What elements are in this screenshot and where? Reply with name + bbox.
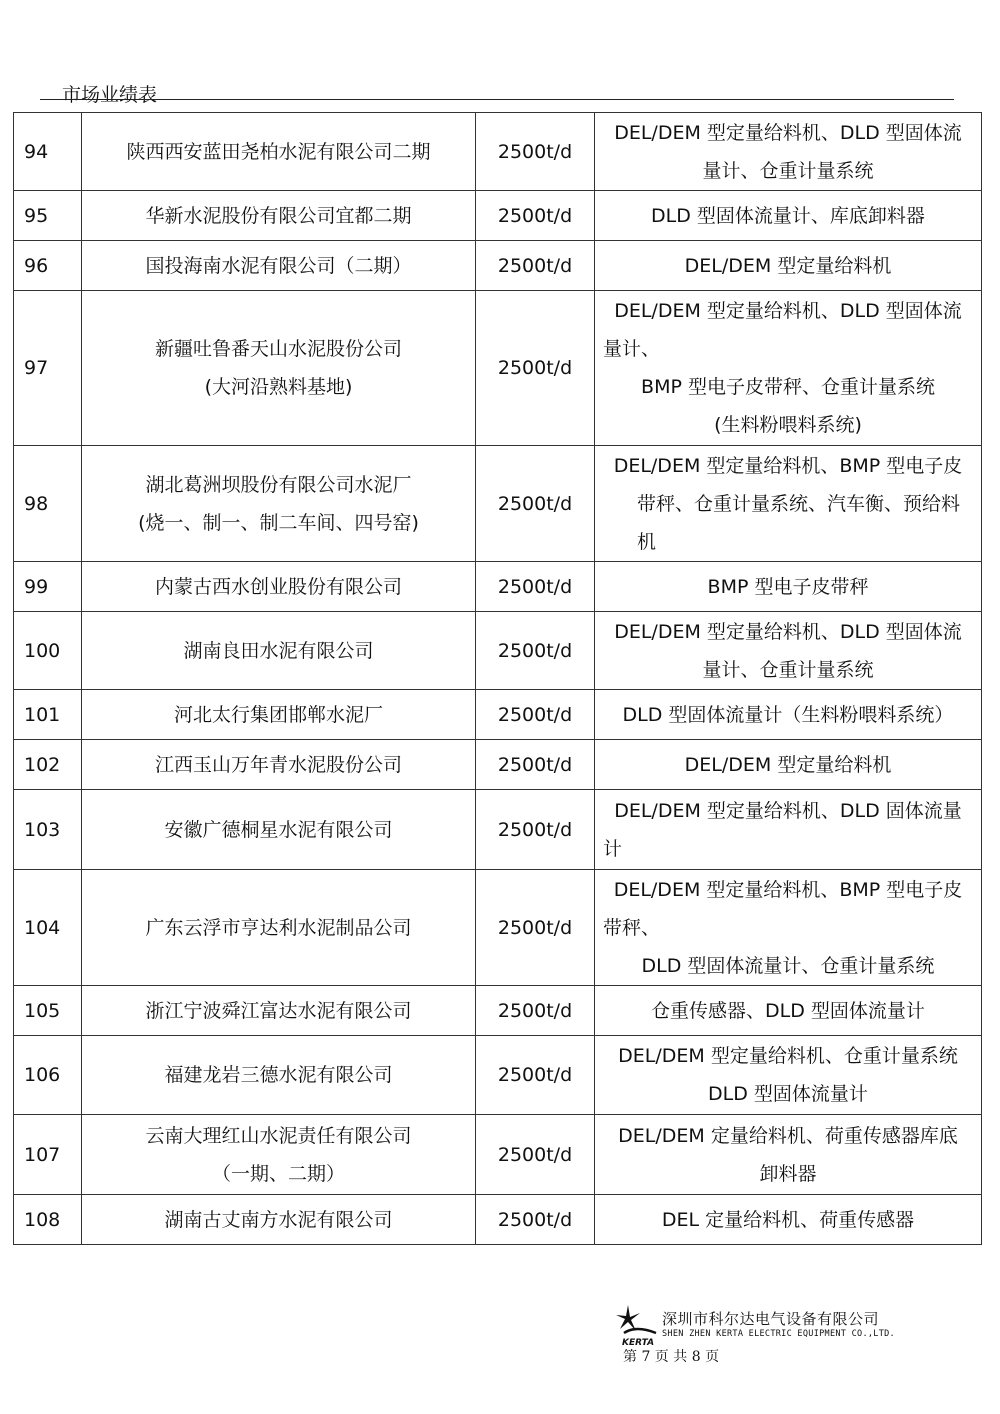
footer-company-cn: 深圳市科尔达电气设备有限公司 xyxy=(662,1310,880,1328)
company-cell xyxy=(82,1195,476,1245)
capacity-cell: 2500t/d xyxy=(476,113,595,191)
table-row xyxy=(14,1036,982,1115)
capacity-cell: 2500t/d xyxy=(476,1115,595,1195)
row-number: 97 xyxy=(14,291,82,446)
equipment-cell xyxy=(595,1115,982,1195)
equipment-line: DEL/DEM 型定量给料机、BMP 型电子皮 xyxy=(613,878,963,901)
equipment-cell xyxy=(595,562,982,612)
company-name-line: 江西玉山万年青水泥股份公司 xyxy=(154,753,402,776)
equipment-line: 仓重传感器、DLD 型固体流量计 xyxy=(651,999,925,1022)
company-cell xyxy=(82,740,476,790)
company-name-line: （一期、二期） xyxy=(211,1162,345,1185)
capacity-cell: 2500t/d xyxy=(476,1195,595,1245)
company-cell xyxy=(82,191,476,241)
equipment-line: DEL/DEM 型定量给料机、DLD 型固体流 xyxy=(614,620,962,643)
table-body xyxy=(14,113,982,1245)
footer-company-en: SHEN ZHEN KERTA ELECTRIC EQUIPMENT CO.,LTD. xyxy=(662,1329,895,1339)
equipment-cell xyxy=(595,1195,982,1245)
equipment-line: DEL/DEM 定量给料机、荷重传感器库底 xyxy=(618,1124,958,1147)
table-row xyxy=(14,870,982,986)
table-row xyxy=(14,446,982,562)
capacity-cell: 2500t/d xyxy=(476,740,595,790)
equipment-cell xyxy=(595,740,982,790)
row-number: 108 xyxy=(14,1195,82,1245)
equipment-cell xyxy=(595,986,982,1036)
capacity-cell: 2500t/d xyxy=(476,612,595,690)
row-number: 95 xyxy=(14,191,82,241)
equipment-cell xyxy=(595,612,982,690)
company-cell xyxy=(82,291,476,446)
row-number: 100 xyxy=(14,612,82,690)
table-row xyxy=(14,986,982,1036)
company-name-line: 新疆吐鲁番天山水泥股份公司 xyxy=(154,338,402,360)
capacity-cell: 2500t/d xyxy=(476,790,595,870)
company-name-line: 陕西西安蓝田尧柏水泥有限公司二期 xyxy=(126,140,431,163)
capacity-cell: 2500t/d xyxy=(476,446,595,562)
table-row xyxy=(14,241,982,291)
equipment-line: DEL/DEM 型定量给料机、DLD 型固体流 xyxy=(614,300,962,322)
row-number: 105 xyxy=(14,986,82,1036)
table-row xyxy=(14,113,982,191)
equipment-line: BMP 型电子皮带秤、仓重计量系统 xyxy=(641,376,935,398)
company-name-line: (烧一、制一、制二车间、四号窑) xyxy=(138,511,419,534)
equipment-line: DEL 定量给料机、荷重传感器 xyxy=(661,1208,915,1231)
performance-table xyxy=(13,112,982,1245)
table-row xyxy=(14,191,982,241)
equipment-line: 量计、仓重计量系统 xyxy=(702,658,874,681)
company-name-line: 华新水泥股份有限公司宜都二期 xyxy=(145,204,412,227)
row-number: 94 xyxy=(14,113,82,191)
table-row xyxy=(14,1195,982,1245)
company-cell xyxy=(82,612,476,690)
capacity-cell: 2500t/d xyxy=(476,291,595,446)
company-cell xyxy=(82,113,476,191)
company-cell xyxy=(82,562,476,612)
equipment-cell xyxy=(595,1036,982,1115)
table-row xyxy=(14,562,982,612)
row-number: 96 xyxy=(14,241,82,291)
logo-wordmark: KERTA xyxy=(622,1338,655,1348)
company-name-line: 国投海南水泥有限公司（二期） xyxy=(145,254,412,277)
equipment-line: 量计、 xyxy=(603,338,661,360)
capacity-cell: 2500t/d xyxy=(476,1036,595,1115)
company-cell xyxy=(82,241,476,291)
equipment-line: DLD 型固体流量计、仓重计量系统 xyxy=(641,954,935,977)
company-name-line: 云南大理红山水泥责任有限公司 xyxy=(145,1124,412,1147)
table-row xyxy=(14,740,982,790)
company-name-line: 湖南良田水泥有限公司 xyxy=(183,639,374,662)
equipment-cell xyxy=(595,241,982,291)
equipment-line: DEL/DEM 型定量给料机、DLD 固体流量 xyxy=(614,799,962,822)
company-name-line: 福建龙岩三德水泥有限公司 xyxy=(164,1064,393,1086)
company-cell xyxy=(82,870,476,986)
kerta-logo xyxy=(616,1303,658,1349)
company-name-line: 湖南古丈南方水泥有限公司 xyxy=(164,1208,393,1231)
page-number: 第 7 页 共 8 页 xyxy=(623,1349,720,1365)
equipment-line: BMP 型电子皮带秤 xyxy=(707,575,869,598)
company-name-line: 安徽广德桐星水泥有限公司 xyxy=(164,818,393,841)
company-name-line: 广东云浮市亨达利水泥制品公司 xyxy=(145,916,412,939)
company-cell xyxy=(82,790,476,870)
equipment-line: 卸料器 xyxy=(759,1162,817,1185)
table-row xyxy=(14,1115,982,1195)
row-number: 103 xyxy=(14,790,82,870)
table-row xyxy=(14,690,982,740)
equipment-line: DEL/DEM 型定量给料机 xyxy=(684,254,892,277)
equipment-line: DEL/DEM 型定量给料机、BMP 型电子皮 xyxy=(613,454,963,477)
company-cell xyxy=(82,690,476,740)
equipment-line: 量计、仓重计量系统 xyxy=(702,159,874,182)
equipment-line: 机 xyxy=(637,530,657,553)
company-name-line: 浙江宁波舜江富达水泥有限公司 xyxy=(145,999,412,1022)
page-header-title: 市场业绩表 xyxy=(62,84,158,106)
capacity-cell: 2500t/d xyxy=(476,562,595,612)
equipment-line: DEL/DEM 型定量给料机、仓重计量系统 xyxy=(618,1045,958,1067)
table-row xyxy=(14,612,982,690)
equipment-cell xyxy=(595,191,982,241)
equipment-line: (生料粉喂料系统) xyxy=(714,414,862,436)
equipment-line: DEL/DEM 型定量给料机、DLD 型固体流 xyxy=(614,121,962,144)
equipment-line: 带秤、 xyxy=(603,916,661,939)
capacity-cell: 2500t/d xyxy=(476,870,595,986)
row-number: 99 xyxy=(14,562,82,612)
row-number: 106 xyxy=(14,1036,82,1115)
row-number: 98 xyxy=(14,446,82,562)
equipment-line: 带秤、仓重计量系统、汽车衡、预给料 xyxy=(637,492,961,515)
table-row xyxy=(14,790,982,870)
row-number: 102 xyxy=(14,740,82,790)
capacity-cell: 2500t/d xyxy=(476,690,595,740)
company-cell xyxy=(82,446,476,562)
company-name-line: (大河沿熟料基地) xyxy=(204,376,353,398)
company-cell xyxy=(82,1115,476,1195)
capacity-cell: 2500t/d xyxy=(476,241,595,291)
company-cell xyxy=(82,1036,476,1115)
company-name-line: 湖北葛洲坝股份有限公司水泥厂 xyxy=(145,473,412,496)
equipment-line: DLD 型固体流量计（生料粉喂料系统） xyxy=(622,703,954,726)
equipment-line: DLD 型固体流量计 xyxy=(708,1083,868,1105)
company-name-line: 河北太行集团邯郸水泥厂 xyxy=(173,703,383,726)
row-number: 101 xyxy=(14,690,82,740)
capacity-cell: 2500t/d xyxy=(476,191,595,241)
header-rule xyxy=(40,99,954,100)
company-cell xyxy=(82,986,476,1036)
equipment-cell xyxy=(595,446,982,562)
equipment-cell xyxy=(595,291,982,446)
equipment-line: DEL/DEM 型定量给料机 xyxy=(684,753,892,776)
equipment-line: 计 xyxy=(603,837,623,860)
equipment-line: DLD 型固体流量计、库底卸料器 xyxy=(651,204,925,227)
table-row xyxy=(14,291,982,446)
equipment-cell xyxy=(595,870,982,986)
capacity-cell: 2500t/d xyxy=(476,986,595,1036)
equipment-cell xyxy=(595,113,982,191)
company-name-line: 内蒙古西水创业股份有限公司 xyxy=(154,575,402,598)
equipment-cell xyxy=(595,690,982,740)
equipment-cell xyxy=(595,790,982,870)
row-number: 107 xyxy=(14,1115,82,1195)
row-number: 104 xyxy=(14,870,82,986)
